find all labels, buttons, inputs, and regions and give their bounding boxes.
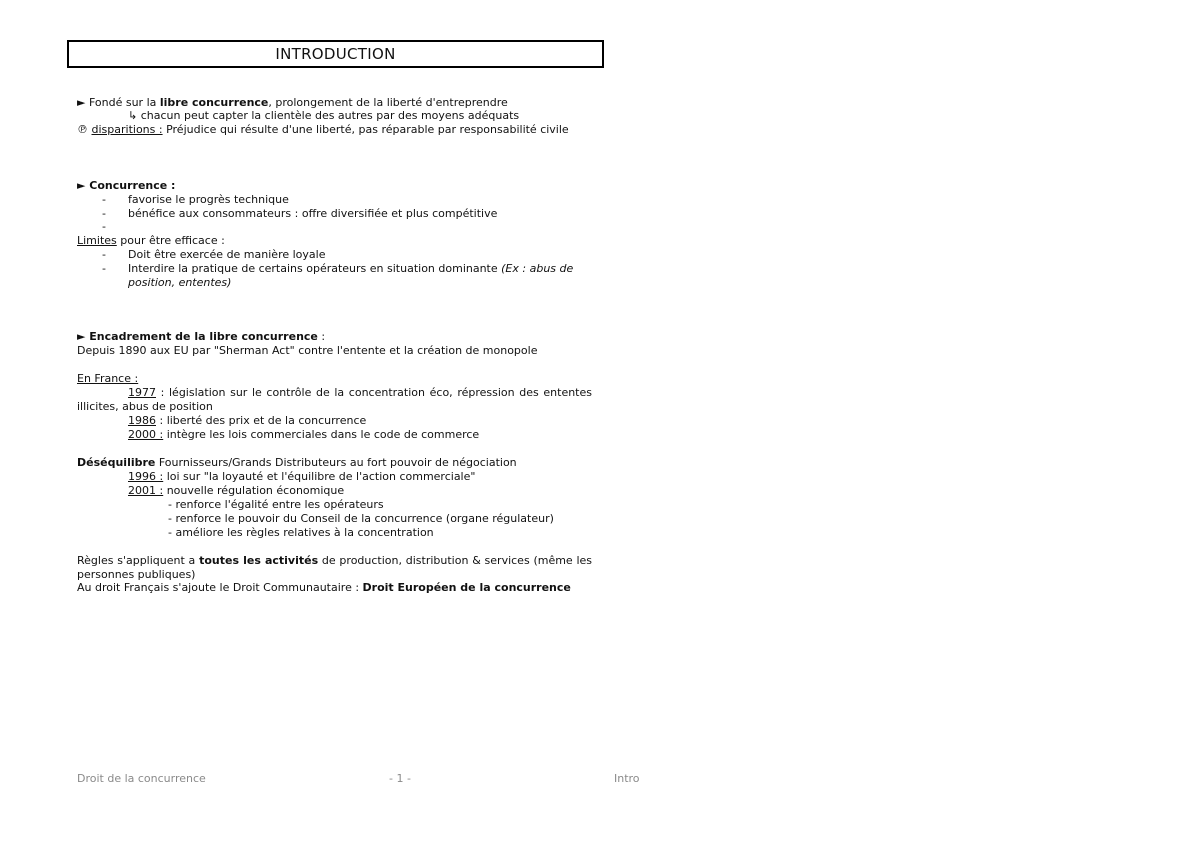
- circle-symbol-icon: ℗: [77, 123, 88, 136]
- law-1996-line: 1996 : loi sur "la loyauté et l'équilibre de l'action commerciale": [128, 470, 476, 483]
- sherman-act-line: Depuis 1890 aux EU par "Sherman Act" contre l'entente et la création de monopole: [77, 344, 538, 357]
- bullet-dash: -: [102, 248, 106, 261]
- page-title: INTRODUCTION: [67, 40, 604, 68]
- disparitions-line: ℗ disparitions : Préjudice qui résulte d'une liberté, pas réparable par responsabilité civile: [77, 123, 569, 136]
- libre-concurrence-line: ► Fondé sur la libre concurrence, prolongement de la liberté d'entreprendre: [77, 96, 508, 109]
- list-item: favorise le progrès technique: [128, 193, 289, 206]
- footer-section: Intro: [614, 772, 640, 785]
- list-item: bénéfice aux consommateurs : offre diversifiée et plus compétitive: [128, 207, 498, 220]
- limites-line: Limites pour être efficace :: [77, 234, 225, 247]
- list-item: Interdire la pratique de certains opérateurs en situation dominante (Ex : abus de position, ententes): [128, 262, 574, 289]
- bullet-dash: -: [102, 193, 106, 206]
- bullet-dash: -: [102, 262, 106, 275]
- en-france-label: En France :: [77, 372, 139, 385]
- clientele-line: ↳ chacun peut capter la clientèle des autres par des moyens adéquats: [128, 109, 520, 122]
- desequilibre-line: Déséquilibre Fournisseurs/Grands Distributeurs au fort pouvoir de négociation: [77, 456, 517, 469]
- droit-europeen-line: Au droit Français s'ajoute le Droit Communautaire : Droit Européen de la concurrence: [77, 581, 571, 594]
- list-item: - renforce l'égalité entre les opérateurs: [168, 498, 384, 511]
- bullet-dash: -: [102, 220, 106, 233]
- footer-page-number: - 1 -: [389, 772, 411, 785]
- law-2001-line: 2001 : nouvelle régulation économique: [128, 484, 345, 497]
- list-item: Doit être exercée de manière loyale: [128, 248, 326, 261]
- concurrence-heading: ► Concurrence :: [77, 179, 176, 192]
- law-1977-line: 1977 : législation sur le contrôle de la concentration éco, répression des ententes illicites, abus de position: [77, 386, 592, 413]
- law-2000-line: 2000 : intègre les lois commerciales dans le code de commerce: [128, 428, 480, 441]
- list-item: - renforce le pouvoir du Conseil de la concurrence (organe régulateur): [168, 512, 554, 525]
- regles-paragraph: Règles s'appliquent a toutes les activités de production, distribution & services (même les personnes publiques): [77, 554, 593, 581]
- bullet-dash: -: [102, 207, 106, 220]
- list-item: - améliore les règles relatives à la concentration: [168, 526, 434, 539]
- arrow-icon: ►: [77, 96, 86, 109]
- encadrement-heading: ► Encadrement de la libre concurrence :: [77, 330, 326, 343]
- footer-course-title: Droit de la concurrence: [77, 772, 206, 785]
- law-1986-line: 1986 : liberté des prix et de la concurrence: [128, 414, 367, 427]
